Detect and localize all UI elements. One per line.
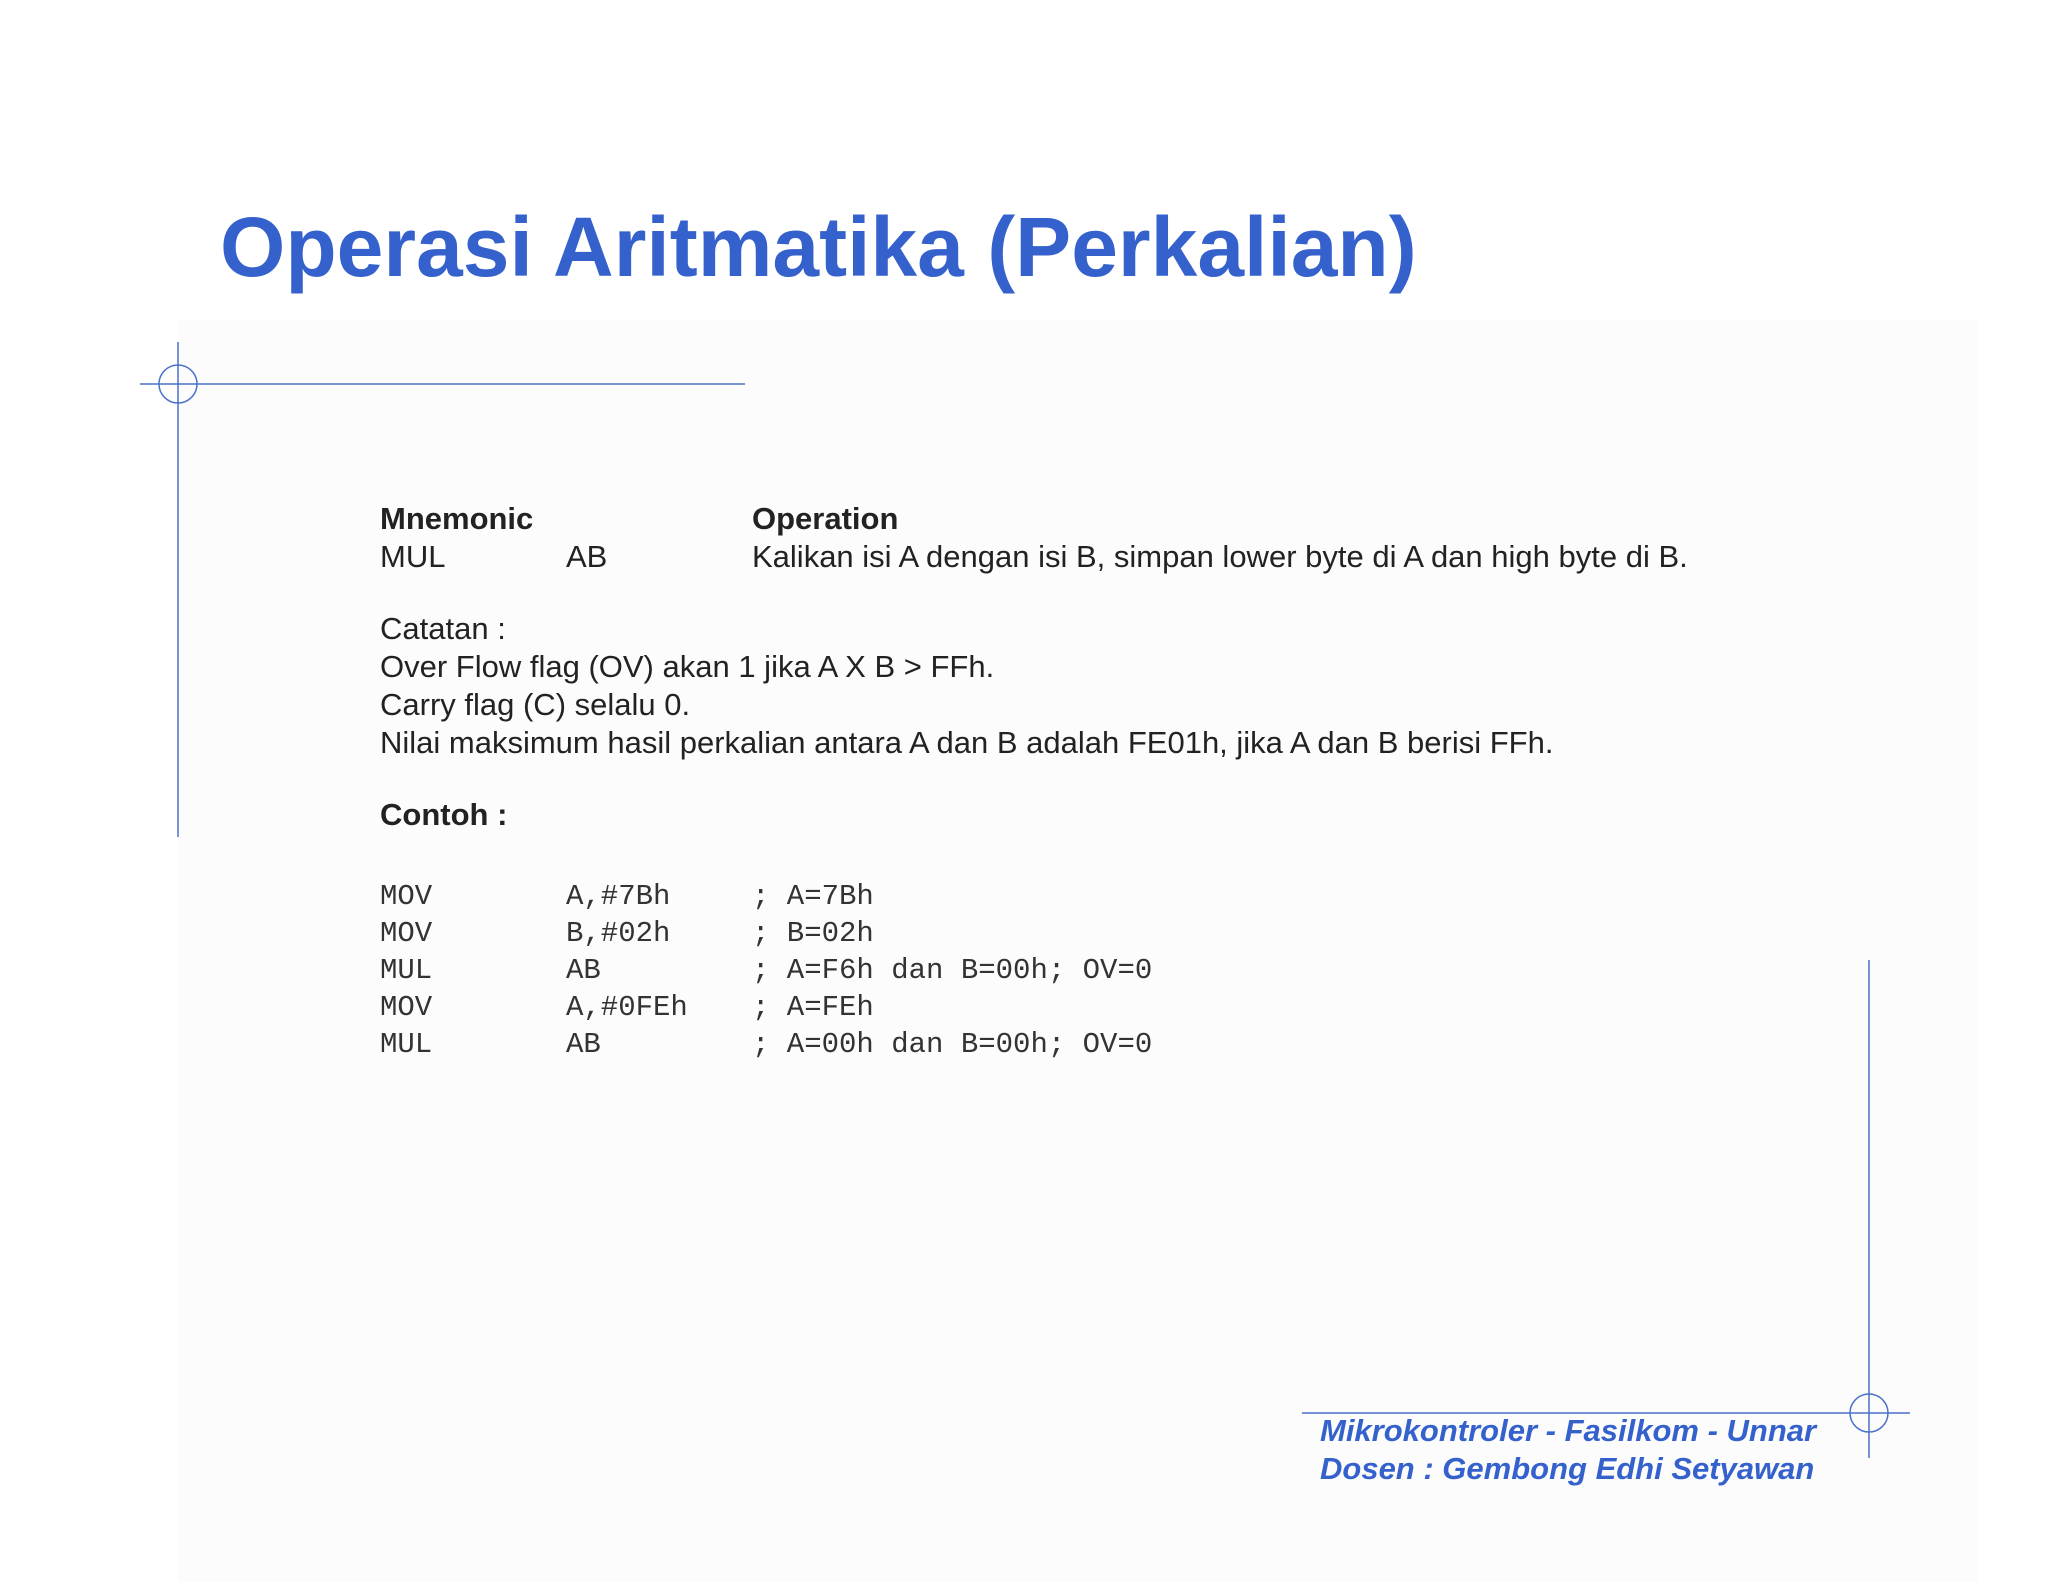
operation-cell: Kalikan isi A dengan isi B, simpan lower byte di A dan high byte di B. [752, 539, 1688, 574]
code-instruction: MUL [380, 1028, 433, 1061]
code-operand: A,#7Bh [566, 880, 671, 913]
code-comment: ; A=FEh [752, 991, 874, 1024]
code-instruction: MOV [380, 917, 433, 950]
footer-lecturer: Dosen : Gembong Edhi Setyawan [1320, 1451, 1815, 1486]
code-comment: ; A=7Bh [752, 880, 874, 913]
code-operand: A,#0FEh [566, 991, 688, 1024]
note-text: Over Flow flag (OV) akan 1 jika A X B > FFh. [380, 649, 995, 684]
code-instruction: MOV [380, 880, 433, 913]
code-comment: ; A=F6h dan B=00h; OV=0 [752, 954, 1153, 987]
footer-course: Mikrokontroler - Fasilkom - Unnar [1320, 1413, 1817, 1448]
code-comment: ; B=02h [752, 917, 874, 950]
note-text: Nilai maksimum hasil perkalian antara A dan B adalah FE01h, jika A dan B berisi FFh. [380, 725, 1554, 760]
operand-cell: AB [566, 539, 608, 574]
slide-footer [1320, 1412, 1816, 1488]
note-text: Carry flag (C) selalu 0. [380, 687, 691, 722]
mnemonic-cell: MUL [380, 539, 446, 574]
code-instruction: MUL [380, 954, 433, 987]
code-instruction: MOV [380, 991, 433, 1024]
code-operand: AB [566, 954, 601, 987]
code-operand: AB [566, 1028, 601, 1061]
slide-title: Operasi Aritmatika (Perkalian) [220, 200, 1417, 294]
example-label: Contoh : [380, 797, 508, 832]
operation-header: Operation [752, 501, 899, 536]
mnemonic-header: Mnemonic [380, 501, 534, 536]
code-operand: B,#02h [566, 917, 671, 950]
notes-label: Catatan : [380, 611, 506, 646]
code-comment: ; A=00h dan B=00h; OV=0 [752, 1028, 1153, 1061]
